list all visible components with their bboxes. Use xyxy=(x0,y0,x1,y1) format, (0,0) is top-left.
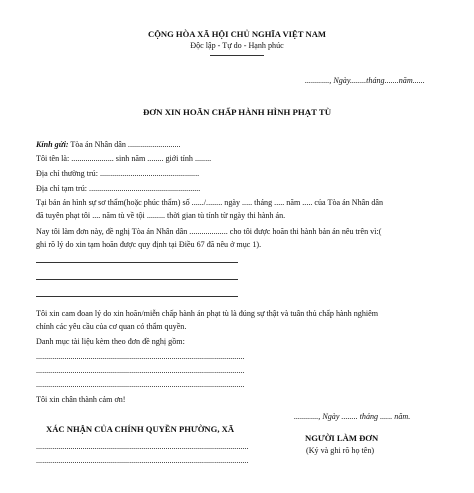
request-line-1: Nay tôi làm đơn này, đề nghị Tòa án Nhân dân ................... cho tôi được hoãn thi hành bản án nêu trên vì:( xyxy=(36,227,382,236)
commitment-line-1: Tôi xin cam đoan lý do xin hoãn/miễn chấp hành án phạt tù là đúng sự thật và tuân thủ chấp hành nghiêm xyxy=(36,309,378,318)
confirmation-title: XÁC NHẬN CỦA CHÍNH QUYỀN PHƯỜNG, XÃ xyxy=(46,424,235,434)
confirmation-line: ......................................................................................................... xyxy=(36,456,249,465)
signer-title: NGƯỜI LÀM ĐƠN xyxy=(305,433,379,443)
reason-blank-line xyxy=(36,296,238,297)
permanent-address-line: Địa chỉ thường trú: ................................................. xyxy=(36,169,200,178)
name-line: Tôi tên là: ..................... sinh năm ........ giới tính ........ xyxy=(36,154,212,163)
thanks-line: Tôi xin chân thành cảm ơn! xyxy=(36,395,126,404)
commitment-line-2: chỉnh các yêu cầu của cơ quan có thẩm quyền. xyxy=(36,322,187,331)
recipient-line xyxy=(36,140,181,150)
motto-underline xyxy=(210,55,264,56)
document-title: ĐƠN XIN HOÃN CHẤP HÀNH HÌNH PHẠT TÙ xyxy=(142,107,332,117)
attachments-label: Danh mục tài liệu kèm theo đơn đề nghị gồm: xyxy=(36,337,185,346)
motto: Độc lập - Tự do - Hạnh phúc xyxy=(190,41,284,50)
judgment-line-2: đã tuyên phạt tôi .... năm tù về tội ......... thời gian tù tính từ ngày thi hành án. xyxy=(36,211,286,220)
recipient-value: Tòa án Nhân dân .......................... xyxy=(68,140,181,149)
recipient-label: Kính gửi: xyxy=(36,140,69,149)
request-line-2: ghi rõ lý do xin tạm hoãn được quy định tại Điều 67 đã nêu ở mục 1). xyxy=(36,240,262,249)
confirmation-line: ......................................................................................................... xyxy=(36,442,249,451)
nation-header: CỘNG HÒA XÃ HỘI CHỦ NGHĨA VIỆT NAM xyxy=(147,29,327,39)
attachment-line: ....................................................................................................... xyxy=(36,352,245,361)
signer-note: (Ký và ghi rõ họ tên) xyxy=(306,446,375,455)
reason-blank-line xyxy=(36,279,238,280)
signature-date-line: ............, Ngày ........ tháng ...... năm. xyxy=(294,412,411,421)
attachment-line: ....................................................................................................... xyxy=(36,380,245,389)
header-date-line: ............, Ngày........tháng.......năm...... xyxy=(305,76,425,85)
temporary-address-line: Địa chỉ tạm trú: ....................................................... xyxy=(36,184,201,193)
judgment-line-1: Tại bản án hình sự sơ thẩm(hoặc phúc thẩm) số ....../........ ngày ..... tháng ..... năm ..... của Tòa án Nhân dân xyxy=(36,198,384,207)
reason-blank-line xyxy=(36,262,238,263)
attachment-line: ....................................................................................................... xyxy=(36,366,245,375)
